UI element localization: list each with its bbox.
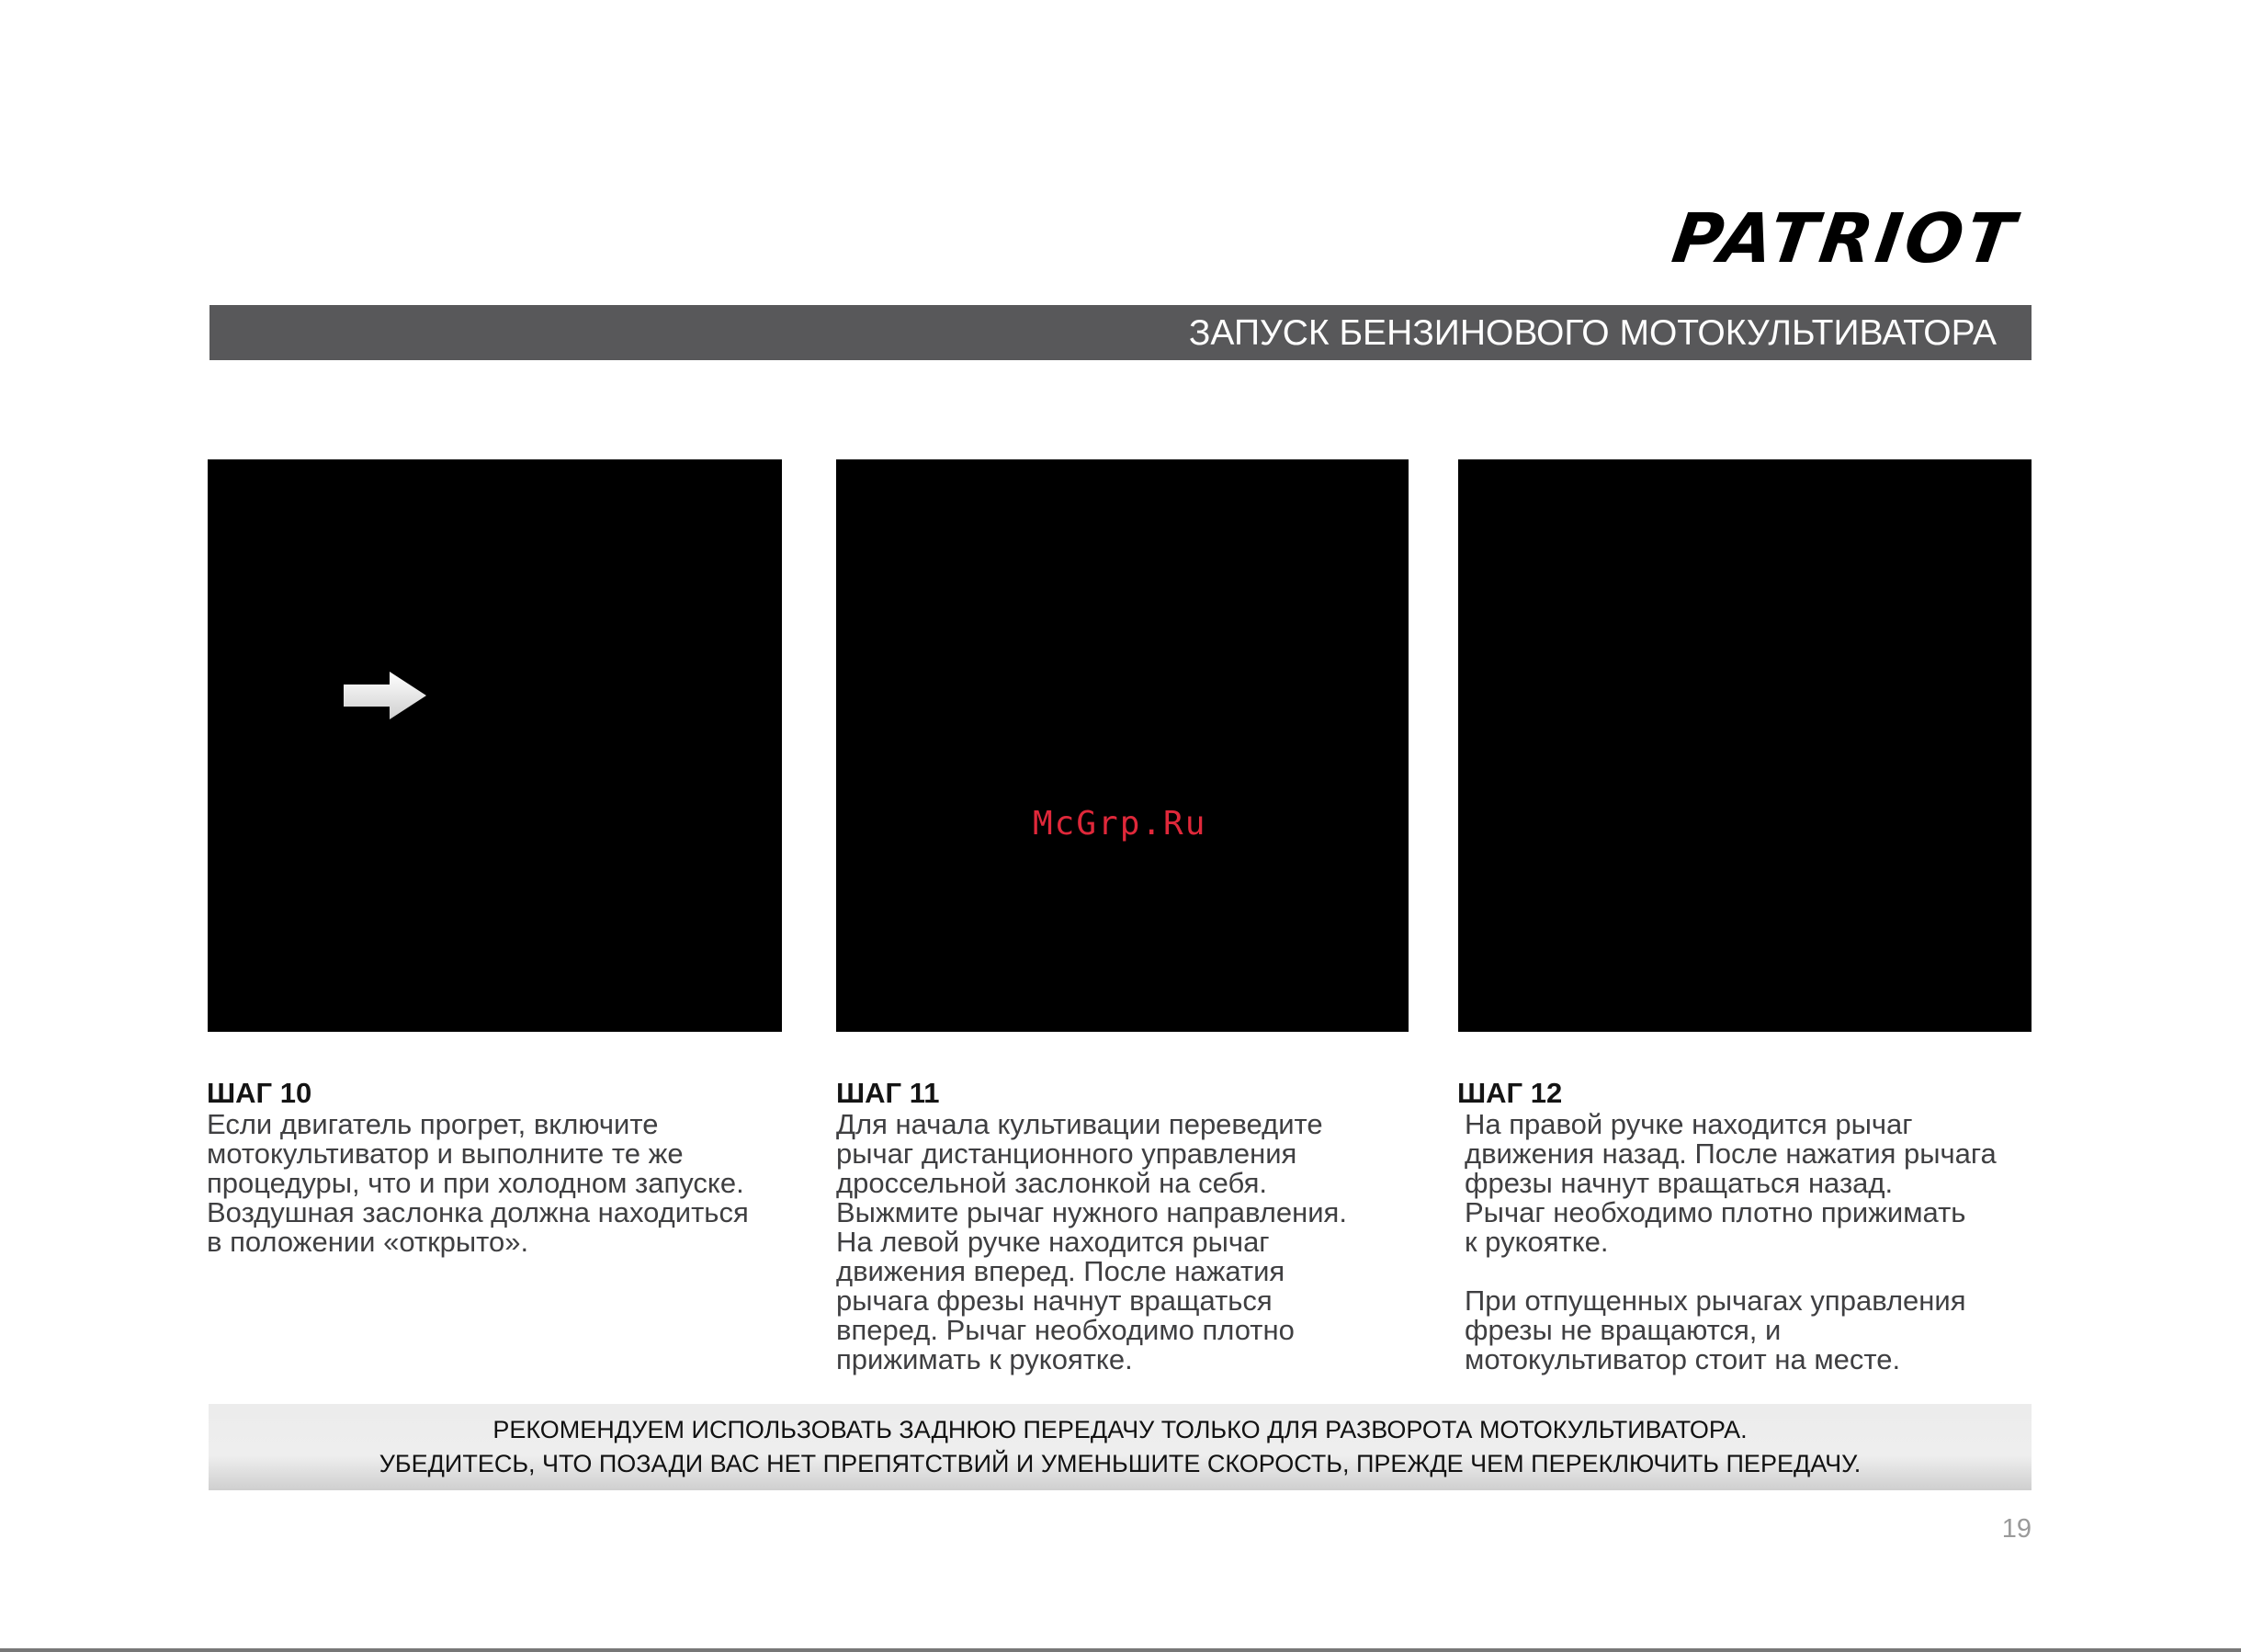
step-10-image xyxy=(208,459,782,1032)
watermark: McGrp.Ru xyxy=(1033,805,1207,843)
step-12 xyxy=(1457,1077,2045,1375)
arrow-right-icon xyxy=(344,672,426,719)
notice-line-1: РЕКОМЕНДУЕМ ИСПОЛЬЗОВАТЬ ЗАДНЮЮ ПЕРЕДАЧУ ТОЛЬКО ДЛЯ РАЗВОРОТА МОТОКУЛЬТИВАТОРА. xyxy=(492,1416,1748,1443)
section-title-bar xyxy=(209,305,2032,360)
step-11-text: Для начала культивации переведите рычаг дистанционного управления дроссельной заслонкой на себя. Выжмите рычаг нужного направления. На левой ручке находится рычаг движения вперед. После нажатия рычага фрезы начнут вращаться вперед. Рычаг необходимо плотно прижимать к рукоятке. xyxy=(836,1108,1347,1375)
brand-logo-text: PATRIOT xyxy=(1667,199,2023,278)
step-10-title: ШАГ 10 xyxy=(207,1077,312,1109)
section-title: ЗАПУСК БЕНЗИНОВОГО МОТОКУЛЬТИВАТОРА xyxy=(1188,313,1997,353)
step-12-title: ШАГ 12 xyxy=(1457,1077,1563,1109)
step-11-image xyxy=(836,459,1409,1032)
step-10 xyxy=(207,1077,795,1257)
bottom-divider xyxy=(0,1648,2241,1652)
step-10-text: Если двигатель прогрет, включите мотокультиватор и выполните те же процедуры, что и при холодном запуске. Воздушная заслонка должна находиться в положении «открыто». xyxy=(207,1108,749,1258)
step-11 xyxy=(836,1077,1424,1375)
notice-line-2: УБЕДИТЕСЬ, ЧТО ПОЗАДИ ВАС НЕТ ПРЕПЯТСТВИЙ И УМЕНЬШИТЕ СКОРОСТЬ, ПРЕЖДЕ ЧЕМ ПЕРЕКЛЮЧИТЬ ПЕРЕДАЧУ. xyxy=(379,1450,1862,1477)
step-12-image xyxy=(1458,459,2032,1032)
step-12-text: На правой ручке находится рычаг движения назад. После нажатия рычага фрезы начнут вращаться назад. Рычаг необходимо плотно прижимать к рукоятке. xyxy=(1465,1108,1997,1258)
notice-banner xyxy=(209,1404,2032,1490)
step-11-title: ШАГ 11 xyxy=(836,1077,940,1109)
page-number: 19 xyxy=(2001,1514,2032,1544)
brand-logo xyxy=(1663,199,2023,278)
step-12-note: При отпущенных рычагах управления фрезы не вращаются, и мотокультиватор стоит на месте. xyxy=(1465,1284,1966,1375)
